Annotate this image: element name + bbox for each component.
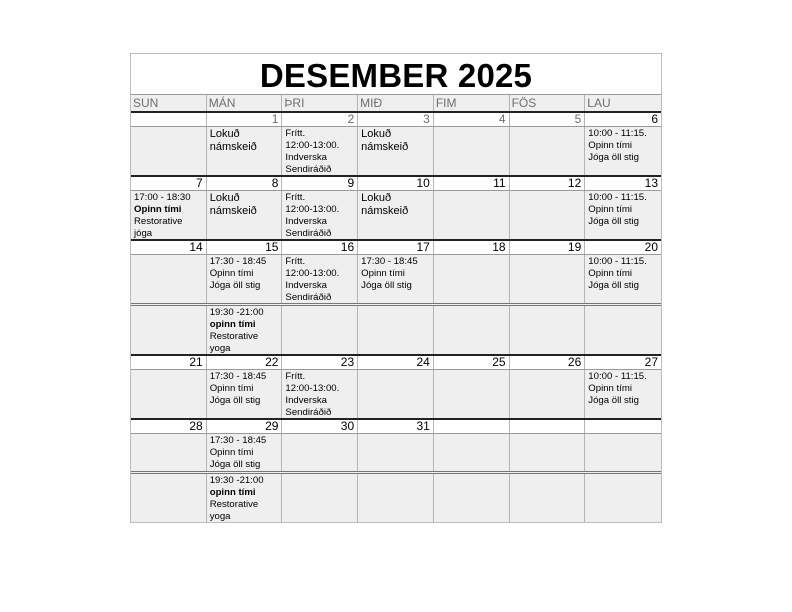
day-number: 27 <box>644 355 658 369</box>
day-cell[interactable] <box>131 127 207 175</box>
event-text: jóga <box>134 228 153 239</box>
event-text: námskeið <box>209 205 257 217</box>
event-row <box>131 254 661 303</box>
event-text: 17:30 - 18:45 <box>209 256 267 267</box>
day-number <box>585 420 661 433</box>
day-number: 9 <box>282 177 358 190</box>
event-text: yoga <box>209 511 231 522</box>
event-text: Restorative <box>209 499 259 510</box>
day-number: 15 <box>207 241 283 254</box>
day-cell[interactable] <box>358 191 434 239</box>
day-cell[interactable] <box>434 191 510 239</box>
day-cell[interactable] <box>510 434 586 471</box>
event-text: Restorative <box>134 216 183 227</box>
day-cell[interactable] <box>282 370 358 418</box>
event-text: Frítt. <box>285 371 306 382</box>
event-row <box>131 433 661 471</box>
day-number: 2 <box>282 113 358 126</box>
day-cell[interactable] <box>131 370 207 418</box>
event-text: Jóga öll stig <box>588 152 639 163</box>
day-cell[interactable] <box>510 255 586 303</box>
day-number: 12 <box>510 177 586 190</box>
event-text: opinn tími <box>209 487 256 498</box>
day-number <box>510 420 586 433</box>
event-text: Opinn tími <box>209 383 254 394</box>
event-text: 12:00-13:00. <box>285 140 340 151</box>
day-number: 23 <box>282 356 358 369</box>
event-text: Opinn tími <box>588 268 633 279</box>
day-cell[interactable] <box>282 306 358 354</box>
day-number: 13 <box>644 176 658 190</box>
event-text: 10:00 - 11:15. <box>588 192 647 203</box>
event-text: námskeið <box>209 141 257 153</box>
day-number: 24 <box>358 356 434 369</box>
day-number-row <box>131 113 661 126</box>
event-text: Sendiráðið <box>285 407 332 418</box>
event-row <box>131 190 661 239</box>
day-cell[interactable] <box>207 306 283 354</box>
event-text: 17:30 - 18:45 <box>361 256 418 267</box>
event-text: Jóga öll stig <box>588 216 639 227</box>
day-cell[interactable] <box>585 474 661 522</box>
day-cell[interactable] <box>282 255 358 303</box>
event-text: Indverska <box>285 152 328 163</box>
day-cell[interactable] <box>282 191 358 239</box>
day-cell[interactable] <box>434 127 510 175</box>
day-number: 6 <box>651 112 658 126</box>
calendar-week <box>131 354 661 418</box>
event-text: yoga <box>209 343 231 354</box>
day-cell[interactable] <box>510 191 586 239</box>
day-cell[interactable] <box>434 306 510 354</box>
day-cell[interactable] <box>282 474 358 522</box>
event-text: Lokuð <box>209 192 240 204</box>
day-number <box>131 113 207 126</box>
event-text: Jóga öll stig <box>361 280 412 291</box>
event-text: Opinn tími <box>209 447 254 458</box>
event-text: 17:30 - 18:45 <box>209 435 267 446</box>
event-text: Opinn tími <box>134 204 182 215</box>
day-cell[interactable] <box>358 474 434 522</box>
calendar-title: DESEMBER 2025 <box>259 57 533 94</box>
extra-event-row <box>131 303 661 354</box>
day-cell[interactable] <box>510 306 586 354</box>
event-text: Opinn tími <box>588 204 633 215</box>
day-cell[interactable] <box>585 191 661 239</box>
day-number: 18 <box>434 241 510 254</box>
day-cell[interactable] <box>131 255 207 303</box>
weekday-header <box>131 94 661 111</box>
event-text: Jóga öll stig <box>209 395 261 406</box>
weekday-lau: LAU <box>587 96 611 110</box>
event-text: Opinn tími <box>361 268 405 279</box>
event-text: Frítt. <box>285 256 306 267</box>
event-text: 19:30 -21:00 <box>209 475 264 486</box>
event-text: 12:00-13:00. <box>285 268 340 279</box>
calendar <box>130 53 662 523</box>
day-number: 8 <box>207 177 283 190</box>
day-cell[interactable] <box>434 474 510 522</box>
weekday-sun: SUN <box>131 95 207 111</box>
day-cell[interactable] <box>358 370 434 418</box>
weekday-man: MÁN <box>207 95 283 111</box>
day-cell[interactable] <box>207 370 283 418</box>
event-text: námskeið <box>361 205 409 217</box>
day-cell[interactable] <box>434 370 510 418</box>
calendar-week <box>131 418 661 522</box>
event-row <box>131 126 661 175</box>
day-cell[interactable] <box>585 255 661 303</box>
event-text: Indverska <box>285 216 328 227</box>
weekday-fim: FIM <box>434 95 510 111</box>
day-cell[interactable] <box>358 127 434 175</box>
event-text: Sendiráðið <box>285 164 332 175</box>
day-cell[interactable] <box>207 434 283 471</box>
calendar-week <box>131 175 661 239</box>
day-number: 4 <box>434 113 510 126</box>
event-text: 17:30 - 18:45 <box>209 371 267 382</box>
event-text: Restorative <box>209 331 259 342</box>
event-text: 10:00 - 11:15. <box>588 371 647 382</box>
day-number-row <box>131 356 661 369</box>
event-text: 10:00 - 11:15. <box>588 256 647 267</box>
day-cell[interactable] <box>131 474 207 522</box>
event-text: 19:30 -21:00 <box>209 307 264 318</box>
event-text: Frítt. <box>285 128 306 139</box>
extra-event-row <box>131 471 661 522</box>
day-number: 1 <box>207 113 283 126</box>
day-cell[interactable] <box>358 255 434 303</box>
weekday-mid: MIÐ <box>358 95 434 111</box>
day-cell[interactable] <box>434 255 510 303</box>
event-text: opinn tími <box>209 319 256 330</box>
event-row <box>131 369 661 418</box>
event-text: Indverska <box>285 395 328 406</box>
weeks-container <box>131 111 661 522</box>
day-number: 29 <box>207 420 283 433</box>
event-text: Jóga öll stig <box>209 280 261 291</box>
day-cell[interactable] <box>510 474 586 522</box>
day-number: 11 <box>434 177 510 190</box>
day-cell[interactable] <box>282 127 358 175</box>
event-text: 12:00-13:00. <box>285 383 340 394</box>
day-cell[interactable] <box>510 370 586 418</box>
day-cell[interactable] <box>131 434 207 471</box>
day-number: 21 <box>131 356 207 369</box>
event-text: Jóga öll stig <box>588 280 639 291</box>
event-text: Indverska <box>285 280 328 291</box>
day-number: 3 <box>358 113 434 126</box>
event-text: Lokuð <box>361 128 392 140</box>
day-cell[interactable] <box>131 191 207 239</box>
day-cell[interactable] <box>510 127 586 175</box>
event-text: Opinn tími <box>588 383 633 394</box>
weekday-thri: ÞRI <box>282 95 358 111</box>
event-text: 17:00 - 18:30 <box>134 192 191 203</box>
day-cell[interactable] <box>585 370 661 418</box>
event-text: Frítt. <box>285 192 306 203</box>
day-number-row <box>131 241 661 254</box>
day-cell[interactable] <box>207 255 283 303</box>
day-number: 31 <box>358 420 434 433</box>
event-text: 10:00 - 11:15. <box>588 128 647 139</box>
day-number: 25 <box>434 356 510 369</box>
day-number-row <box>131 420 661 433</box>
day-number: 16 <box>282 241 358 254</box>
day-number: 20 <box>644 240 658 254</box>
day-cell[interactable] <box>282 434 358 471</box>
calendar-week <box>131 239 661 354</box>
day-cell[interactable] <box>131 306 207 354</box>
day-cell[interactable] <box>358 434 434 471</box>
event-text: Sendiráðið <box>285 292 332 303</box>
day-cell[interactable] <box>207 474 283 522</box>
day-number-row <box>131 177 661 190</box>
event-text: Jóga öll stig <box>588 395 639 406</box>
day-number: 30 <box>282 420 358 433</box>
day-number: 14 <box>131 241 207 254</box>
day-cell[interactable] <box>434 434 510 471</box>
event-text: Lokuð <box>209 128 240 140</box>
event-text: Jóga öll stig <box>209 459 261 470</box>
weekday-fos: FÖS <box>510 95 586 111</box>
day-cell[interactable] <box>585 127 661 175</box>
day-cell[interactable] <box>207 127 283 175</box>
event-text: námskeið <box>361 141 409 153</box>
day-cell[interactable] <box>358 306 434 354</box>
day-number: 7 <box>131 177 207 190</box>
day-number: 10 <box>358 177 434 190</box>
day-cell[interactable] <box>585 306 661 354</box>
event-text: 12:00-13:00. <box>285 204 340 215</box>
day-cell[interactable] <box>585 434 661 471</box>
event-text: Opinn tími <box>588 140 633 151</box>
day-number: 5 <box>510 113 586 126</box>
event-text: Opinn tími <box>209 268 254 279</box>
day-number <box>434 420 510 433</box>
event-text: Sendiráðið <box>285 228 332 239</box>
day-number: 22 <box>207 356 283 369</box>
calendar-week <box>131 111 661 175</box>
day-number: 19 <box>510 241 586 254</box>
event-text: Lokuð <box>361 192 392 204</box>
day-number: 28 <box>131 420 207 433</box>
day-number: 26 <box>510 356 586 369</box>
day-cell[interactable] <box>207 191 283 239</box>
day-number: 17 <box>358 241 434 254</box>
